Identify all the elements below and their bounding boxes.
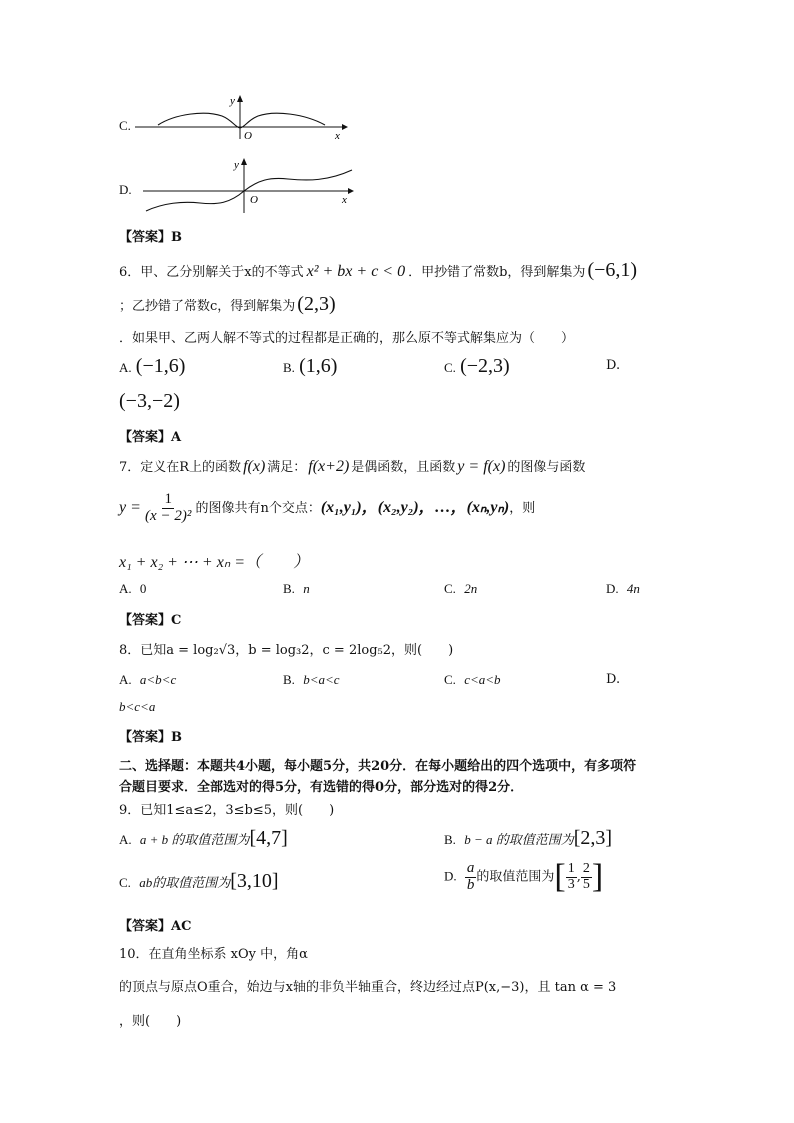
q9-stem: 9．已知1≤a≤2，3≤b≤5，则( ): [119, 803, 335, 818]
q5-answer: 【答案】B: [119, 230, 182, 245]
q8-stem: 8．已知a = log₂√3，b = log₃2，c = 2log₅2，则( ): [119, 643, 454, 658]
q10-stem-line2: 的顶点与原点O重合，始边与x轴的非负半轴重合，终边经过点P(x,−3)，且 tan α = 3: [119, 980, 617, 995]
section2-heading-line1: 二、选择题：本题共4小题，每小题5分，共20分．在每小题给出的四个选项中，有多项符: [119, 759, 637, 774]
q7-answer: 【答案】C: [119, 613, 182, 628]
graph-c-y-label: y: [230, 95, 235, 107]
q9-option-d: D. $\frac{a}{b}$ 的取值范围为[ $\frac{1}{3}$ , $\frac{2}{5}$ ]: [444, 858, 604, 895]
q7-option-c: C. 2n: [444, 581, 478, 596]
q8-option-b: B. b<a<c: [283, 672, 340, 687]
graph-d-x-label: x: [342, 194, 347, 206]
q10-stem-line3: ，则( ): [119, 1014, 182, 1029]
q9-d-fraction: $\frac{a}{b}$: [466, 859, 475, 893]
q9-answer: 【答案】AC: [119, 919, 192, 934]
q6-option-a: A. (−1,6): [119, 355, 186, 377]
q7-sum: x₁ + x₂ + ⋯ + xₙ =（ ）: [119, 554, 309, 571]
q9-option-b: B. b − a 的取值范围为[2,3]: [444, 827, 613, 849]
q9-option-a: A. a + b 的取值范围为[4,7]: [119, 827, 288, 849]
q6-stem-line2: [119, 293, 336, 316]
q8-option-a: A. a<b<c: [119, 672, 177, 687]
q7-fx: f(x): [243, 458, 266, 475]
q6-option-d-label: D.: [606, 358, 621, 373]
q8-option-d-value: b<c<a: [119, 699, 156, 714]
q6-text-c: ；乙抄错了常数c，得到解集为: [119, 299, 296, 314]
q7-stem-line1: 7．定义在R上的函数 f(x) 满足： f(x+2) 是偶函数，且函数 y = f(x) 的图像与函数: [119, 458, 586, 475]
graph-d: [138, 155, 360, 217]
q7-fraction: $\frac{1}{\text{(x − 2)²}}$: [145, 491, 192, 524]
q7-option-a: A. 0: [119, 581, 147, 596]
graph-c: [130, 92, 350, 142]
graph-c-origin-label: O: [244, 130, 252, 142]
q7-stem-line2: y = $\frac{1}{\text{(x − 2)²}}$ 的图像共有n个交点：(x₁,y₁)，(x₂,y₂)，…，(xₙ,yₙ)，则: [119, 491, 536, 524]
q7-yfx: y = f(x): [457, 458, 506, 475]
q8-option-c: C. c<a<b: [444, 672, 501, 687]
q6-option-d-value: (−3,−2): [119, 390, 180, 412]
q7-fx2: f(x+2): [308, 458, 350, 475]
q6-text-b: ．甲抄错了常数b，得到解集为: [408, 265, 586, 280]
q6-inequality: x² + bx + c < 0: [306, 263, 406, 280]
q7-points: (x₁,y₁)，(x₂,y₂)，…，(xₙ,yₙ): [320, 498, 510, 516]
q8-answer: 【答案】B: [119, 730, 182, 745]
q6-text-a: 6．甲、乙分别解关于x的不等式: [119, 265, 304, 280]
q7-option-b: B. n: [283, 581, 310, 596]
option-d-label: D.: [119, 182, 132, 197]
q6-set1: (−6,1): [587, 259, 638, 281]
q6-answer: 【答案】A: [119, 430, 182, 445]
section2-heading-line2: 合题目要求．全部选对的得5分，有选错的得0分，部分选对的得2分．: [119, 780, 524, 795]
option-c-label: C.: [119, 118, 131, 133]
q6-option-c: C. (−2,3): [444, 355, 510, 377]
q8-option-d-label: D.: [606, 672, 621, 687]
q6-stem-line1: [119, 259, 637, 282]
q7-stem-line3: [119, 549, 309, 572]
q7-option-d: D. 4n: [606, 581, 640, 596]
q10-stem-line1: 10．在直角坐标系 xOy 中，角α: [119, 947, 308, 962]
q6-set2: (2,3): [297, 293, 336, 315]
graph-d-y-label: y: [234, 159, 239, 171]
graph-c-x-label: x: [335, 130, 340, 142]
q9-option-c: C. ab的取值范围为[3,10]: [119, 870, 279, 892]
graph-d-origin-label: O: [250, 194, 258, 206]
q6-stem-line3: ．如果甲、乙两人解不等式的过程都是正确的，那么原不等式解集应为（ ）: [119, 331, 575, 346]
q6-option-b: B. (1,6): [283, 355, 338, 377]
q7-y-eq: y =: [119, 498, 141, 516]
